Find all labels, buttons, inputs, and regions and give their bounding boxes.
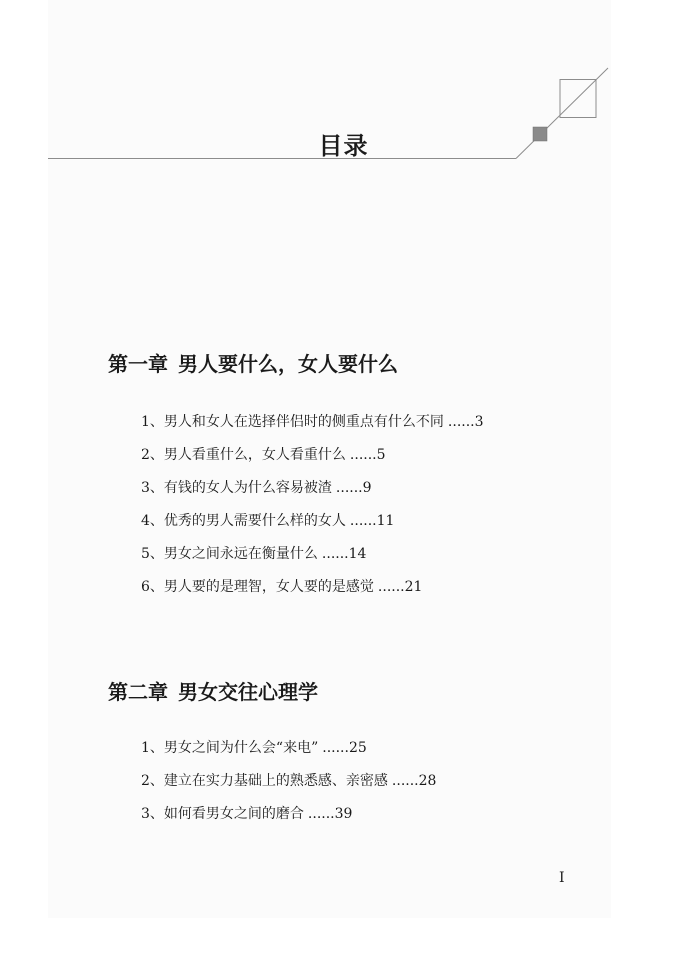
toc-entry-page: 11 bbox=[376, 513, 395, 529]
toc-entry-leader: ...... bbox=[321, 546, 349, 562]
chapter-1-label: 第一章 bbox=[108, 352, 168, 376]
toc-entry-leader: ...... bbox=[349, 513, 377, 529]
toc-entry-leader: ...... bbox=[322, 740, 349, 756]
page-number: I bbox=[559, 870, 565, 886]
toc-entry[interactable] bbox=[141, 406, 484, 439]
toc-entry-page: 5 bbox=[376, 447, 386, 463]
toc-entry-leader: ...... bbox=[307, 806, 335, 822]
toc-entry-text: 男人和女人在选择伴侣时的侧重点有什么不同 bbox=[163, 414, 444, 430]
toc-entry-page: 14 bbox=[348, 546, 367, 562]
toc-entry-leader: ...... bbox=[335, 480, 363, 496]
toc-entry-page: 9 bbox=[362, 480, 372, 496]
toc-entry[interactable] bbox=[141, 505, 484, 538]
chapter-2-title: 男女交往心理学 bbox=[178, 680, 318, 704]
toc-entry[interactable] bbox=[141, 538, 484, 571]
toc-entry-text: 建立在实力基础上的熟悉感、亲密感 bbox=[163, 773, 388, 789]
toc-entry[interactable] bbox=[141, 732, 436, 765]
toc-entry-number: 1、 bbox=[141, 414, 164, 430]
toc-entry-number: 3、 bbox=[141, 480, 164, 496]
toc-entry-text: 有钱的女人为什么容易被渣 bbox=[163, 480, 332, 496]
toc-entry-number: 2、 bbox=[141, 447, 164, 463]
chapter-2-heading bbox=[108, 676, 318, 705]
toc-entry-text: 如何看男女之间的磨合 bbox=[163, 806, 304, 822]
toc-entry-text: 男人要的是理智，女人要的是感觉 bbox=[163, 579, 374, 595]
toc-entry-text: 男女之间永远在衡量什么 bbox=[163, 546, 318, 562]
toc-entry-number: 1、 bbox=[141, 740, 164, 756]
toc-entry-text: 优秀的男人需要什么样的女人 bbox=[163, 513, 346, 529]
toc-entry-text: 男人看重什么，女人看重什么 bbox=[163, 447, 346, 463]
toc-entry-page: 21 bbox=[404, 579, 423, 595]
chapter-2-entries bbox=[141, 732, 436, 831]
page-title: 目录 bbox=[318, 132, 369, 160]
toc-entry-number: 4、 bbox=[141, 513, 164, 529]
header-decoration bbox=[0, 0, 687, 200]
chapter-2-label: 第二章 bbox=[108, 680, 168, 704]
toc-entry-number: 6、 bbox=[141, 579, 164, 595]
toc-entry-leader: ...... bbox=[377, 579, 405, 595]
toc-entry-page: 3 bbox=[474, 414, 484, 430]
toc-entry-number: 5、 bbox=[141, 546, 164, 562]
toc-entry-page: 28 bbox=[418, 773, 437, 789]
chapter-1-title: 男人要什么，女人要什么 bbox=[178, 352, 398, 376]
chapter-1-heading bbox=[108, 348, 398, 377]
toc-entry-leader: ...... bbox=[391, 773, 419, 789]
toc-entry-leader: ...... bbox=[447, 414, 475, 430]
toc-entry-number: 3、 bbox=[141, 806, 164, 822]
toc-entry[interactable] bbox=[141, 472, 484, 505]
toc-entry-number: 2、 bbox=[141, 773, 164, 789]
toc-entry[interactable] bbox=[141, 765, 436, 798]
toc-entry-text: 男女之间为什么会“来电” bbox=[163, 740, 319, 756]
toc-entry[interactable] bbox=[141, 798, 436, 831]
chapter-1-entries bbox=[141, 406, 484, 604]
toc-entry[interactable] bbox=[141, 439, 484, 472]
toc-entry-page: 25 bbox=[348, 740, 367, 756]
toc-entry[interactable] bbox=[141, 571, 484, 604]
toc-entry-page: 39 bbox=[334, 806, 353, 822]
toc-entry-leader: ...... bbox=[349, 447, 377, 463]
